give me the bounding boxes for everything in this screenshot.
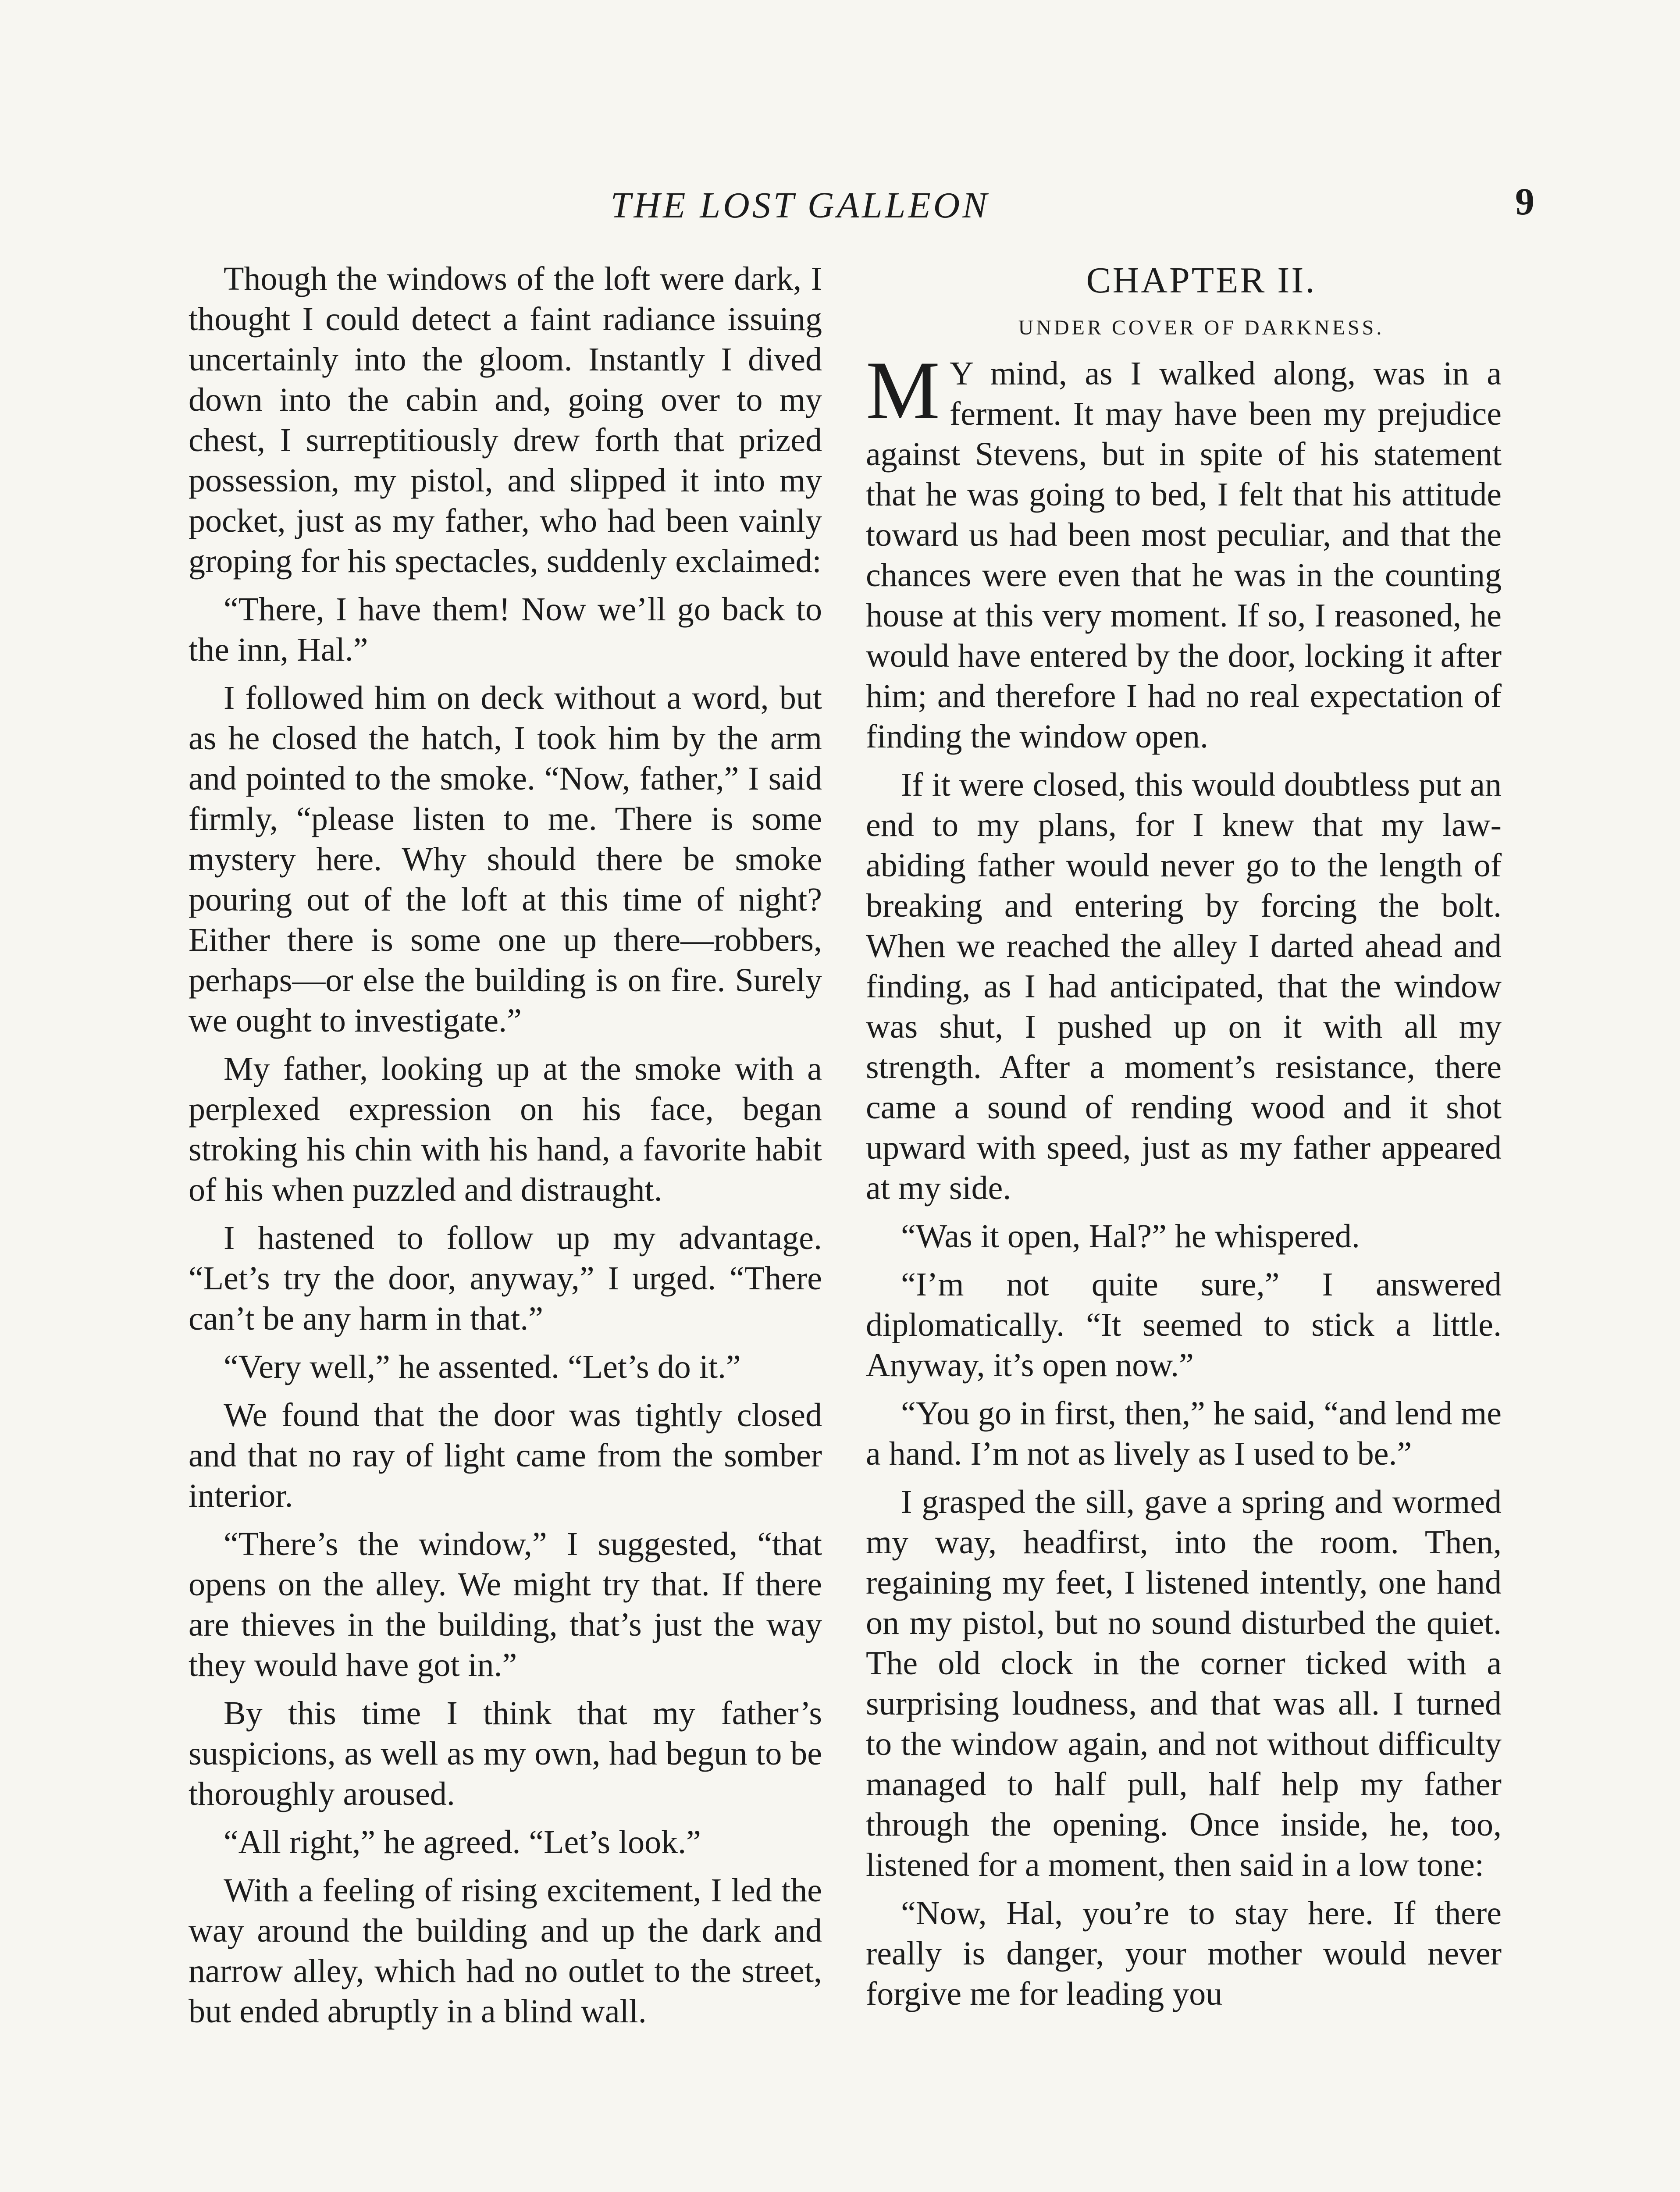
paragraph: “I’m not quite sure,” I answered diplomatically. “It seemed to stick a little. Anyway, it’s open now.” [866,1266,1502,1384]
paragraph: “There, I have them! Now we’ll go back to the inn, Hal.” [189,591,822,668]
paragraph: If it were closed, this would doubtless put an end to my plans, for I knew that my law-abiding father would never go to the length of breaking and entering by forcing the bolt. When we reached the alley I darted ahead and finding, as I had anticipated, that the window was shut, I pushed up on it with all my strength. After a moment’s resistance, there came a sound of rending wood and it shot upward with speed, just as my father appeared at my side. [866,766,1502,1206]
paragraph: Though the windows of the loft were dark, I thought I could detect a faint radiance issuing uncertainly into the gloom. Instantly I dived down into the cabin and, going over to my chest, I surreptitiously drew forth that prized possession, my pistol, and slipped it into my pocket, just as my father, who had been vainly groping for his spectacles, suddenly exclaimed: [189,260,822,580]
running-title: THE LOST GALLEON [610,185,990,226]
right-column [866,259,1502,2022]
paragraph: I followed him on deck without a word, but as he closed the hatch, I took him by the arm and pointed to the smoke. “Now, father,” I said firmly, “please listen to me. There is some mystery here. Why should there be smoke pouring out of the loft at this time of night? Either there is some one up there—robbers, perhaps—or else the building is on fire. Surely we ought to investigate.” [189,680,822,1039]
paragraph: I hastened to follow up my advantage. “Let’s try the door, anyway,” I urged. “There can’t be any harm in that.” [189,1220,822,1337]
paragraph: “Was it open, Hal?” he whispered. [901,1218,1360,1255]
paragraph: By this time I think that my father’s suspicions, as well as my own, had begun to be thoroughly aroused. [189,1695,822,1812]
opening-text: Y mind, as I walked along, was in a ferment. It may have been my prejudice against Stevens, but in spite of his statement that he was going to bed, I felt that his attitude toward us had been most peculiar, and that the chances were even that he was in the counting house at this very moment. If so, I reasoned, he would have entered by the door, locking it after him; and therefore I had no real expectation of finding the window open. [866,355,1502,755]
chapter-title: CHAPTER II. [1086,260,1317,301]
paragraph: “Very well,” he assented. “Let’s do it.” [224,1349,741,1385]
paragraph: My father, looking up at the smoke with a perplexed expression on his face, began stroking his chin with his hand, a favorite habit of his when puzzled and distraught. [189,1050,822,1208]
paragraph: We found that the door was tightly closed and that no ray of light came from the somber interior. [189,1397,822,1514]
paragraph: “Now, Hal, you’re to stay here. If there really is danger, your mother would never forgive me for leading you [866,1895,1502,2012]
drop-cap: M [866,345,940,437]
chapter-subtitle: UNDER COVER OF DARKNESS. [1018,316,1385,339]
paragraph: With a feeling of rising excitement, I led the way around the building and up the dark and narrow alley, which had no outlet to the street, but ended abruptly in a blind wall. [189,1872,822,2030]
paragraph: I grasped the sill, gave a spring and wormed my way, headfirst, into the room. Then, regaining my feet, I listened intently, one hand on my pistol, but no sound disturbed the quiet. The old clock in the corner ticked with a surprising loudness, and that was all. I turned to the window again, and not without difficulty managed to half pull, half help my father through the opening. Once inside, he, too, listened for a moment, then said in a low tone: [866,1484,1502,1883]
left-column [189,259,822,2039]
chapter-opening-paragraph [866,345,1502,757]
paragraph: “You go in first, then,” he said, “and lend me a hand. I’m not as lively as I used to be.” [866,1395,1502,1472]
paragraph: “All right,” he agreed. “Let’s look.” [224,1824,701,1861]
paragraph: “There’s the window,” I suggested, “that opens on the alley. We might try that. If there are thieves in the building, that’s just the way they would have got in.” [189,1526,822,1683]
page-number: 9 [1515,181,1534,223]
